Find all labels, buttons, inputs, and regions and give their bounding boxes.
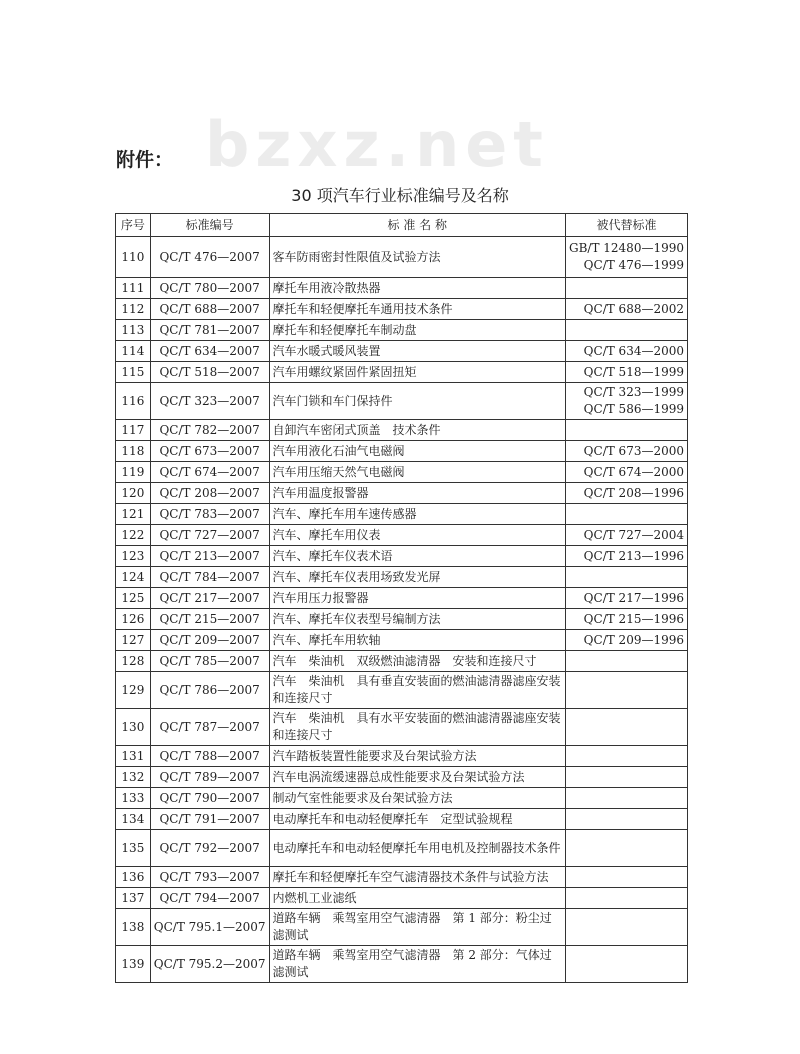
standard-name: 汽车用压缩天然气电磁阀 [269, 462, 565, 483]
row-number: 126 [116, 609, 151, 630]
header-code: 标准编号 [150, 214, 269, 237]
row-number: 113 [116, 320, 151, 341]
table-row [116, 651, 688, 672]
replaced-standards [566, 630, 688, 651]
table-row [116, 746, 688, 767]
standard-name: 摩托车用液冷散热器 [269, 278, 565, 299]
replaced-standards [566, 525, 688, 546]
header-name: 标 准 名 称 [269, 214, 565, 237]
standard-name: 电动摩托车和电动轻便摩托车 定型试验规程 [269, 809, 565, 830]
replaced-standards [566, 588, 688, 609]
replaced-standards [566, 651, 688, 672]
replaced-standards [566, 567, 688, 588]
table-row [116, 588, 688, 609]
row-number: 133 [116, 788, 151, 809]
standard-code: QC/T 788—2007 [150, 746, 269, 767]
row-number: 122 [116, 525, 151, 546]
standard-code: QC/T 793—2007 [150, 867, 269, 888]
replaced-standards [566, 237, 688, 278]
standard-code: QC/T 789—2007 [150, 767, 269, 788]
standard-code: QC/T 323—2007 [150, 383, 269, 420]
standard-code: QC/T 781—2007 [150, 320, 269, 341]
standard-code: QC/T 792—2007 [150, 830, 269, 867]
standard-code: QC/T 784—2007 [150, 567, 269, 588]
row-number: 112 [116, 299, 151, 320]
replaced-standard: QC/T 215—1996 [583, 611, 684, 626]
replaced-standards [566, 746, 688, 767]
standard-code: QC/T 790—2007 [150, 788, 269, 809]
table-row [116, 830, 688, 867]
table-row [116, 788, 688, 809]
replaced-standards [566, 341, 688, 362]
standard-name: 电动摩托车和电动轻便摩托车用电机及控制器技术条件 [269, 830, 565, 867]
row-number: 128 [116, 651, 151, 672]
table-row [116, 525, 688, 546]
replaced-standards [566, 788, 688, 809]
table-row [116, 546, 688, 567]
standard-code: QC/T 213—2007 [150, 546, 269, 567]
standard-name: 汽车踏板装置性能要求及台架试验方法 [269, 746, 565, 767]
table-row [116, 462, 688, 483]
table-row [116, 630, 688, 651]
standard-name: 汽车、摩托车用软轴 [269, 630, 565, 651]
standard-code: QC/T 217—2007 [150, 588, 269, 609]
standard-name: 汽车、摩托车用仪表 [269, 525, 565, 546]
standard-code: QC/T 215—2007 [150, 609, 269, 630]
header-no: 序号 [116, 214, 151, 237]
replaced-standard: QC/T 217—1996 [583, 590, 684, 605]
standard-name: 汽车 柴油机 双级燃油滤清器 安装和连接尺寸 [269, 651, 565, 672]
row-number: 134 [116, 809, 151, 830]
table-row [116, 299, 688, 320]
replaced-standards [566, 909, 688, 946]
replaced-standard: QC/T 727—2004 [583, 527, 684, 542]
standard-name: 汽车、摩托车仪表用场致发光屏 [269, 567, 565, 588]
standard-name: 汽车水暖式暖风装置 [269, 341, 565, 362]
standard-code: QC/T 795.1—2007 [150, 909, 269, 946]
standard-name: 汽车门锁和车门保持件 [269, 383, 565, 420]
standard-name: 汽车 柴油机 具有垂直安装面的燃油滤清器滤座安装和连接尺寸 [269, 672, 565, 709]
row-number: 139 [116, 946, 151, 983]
table-row [116, 767, 688, 788]
replaced-standards [566, 420, 688, 441]
table-row [116, 237, 688, 278]
row-number: 118 [116, 441, 151, 462]
standard-code: QC/T 208—2007 [150, 483, 269, 504]
replaced-standards [566, 709, 688, 746]
table-row [116, 441, 688, 462]
row-number: 116 [116, 383, 151, 420]
standard-name: 汽车电涡流缓速器总成性能要求及台架试验方法 [269, 767, 565, 788]
row-number: 125 [116, 588, 151, 609]
row-number: 131 [116, 746, 151, 767]
row-number: 119 [116, 462, 151, 483]
standard-name: 汽车用压力报警器 [269, 588, 565, 609]
table-row [116, 567, 688, 588]
table-header-row [116, 214, 688, 237]
standard-name: 摩托车和轻便摩托车制动盘 [269, 320, 565, 341]
standard-code: QC/T 209—2007 [150, 630, 269, 651]
replaced-standards [566, 767, 688, 788]
replaced-standards [566, 830, 688, 867]
document-title: 30 项汽车行业标准编号及名称 [291, 186, 509, 205]
standard-code: QC/T 634—2007 [150, 341, 269, 362]
standard-name: 汽车 柴油机 具有水平安装面的燃油滤清器滤座安装和连接尺寸 [269, 709, 565, 746]
row-number: 132 [116, 767, 151, 788]
standard-name: 汽车、摩托车仪表术语 [269, 546, 565, 567]
row-number: 135 [116, 830, 151, 867]
table-row [116, 709, 688, 746]
replaced-standards [566, 504, 688, 525]
row-number: 120 [116, 483, 151, 504]
standard-name: 汽车用温度报警器 [269, 483, 565, 504]
replaced-standards [566, 320, 688, 341]
replaced-standard: QC/T 518—1999 [583, 364, 684, 379]
standard-name: 汽车用螺纹紧固件紧固扭矩 [269, 362, 565, 383]
replaced-standards [566, 483, 688, 504]
standard-code: QC/T 476—2007 [150, 237, 269, 278]
table-row [116, 809, 688, 830]
replaced-standard: QC/T 476—1999 [583, 258, 684, 272]
row-number: 124 [116, 567, 151, 588]
header-replaced: 被代替标准 [566, 214, 688, 237]
replaced-standard: QC/T 323—1999 [583, 385, 684, 399]
replaced-standard: QC/T 213—1996 [583, 548, 684, 563]
row-number: 123 [116, 546, 151, 567]
replaced-standard: QC/T 586—1999 [583, 402, 684, 416]
replaced-standards [566, 946, 688, 983]
attachment-label: 附件： [116, 149, 174, 171]
table-row [116, 946, 688, 983]
standard-code: QC/T 727—2007 [150, 525, 269, 546]
replaced-standards [566, 462, 688, 483]
replaced-standards [566, 383, 688, 420]
row-number: 130 [116, 709, 151, 746]
table-row [116, 278, 688, 299]
replaced-standard: QC/T 208—1996 [583, 485, 684, 500]
row-number: 127 [116, 630, 151, 651]
replaced-standard: QC/T 688—2002 [583, 301, 684, 316]
table-row [116, 383, 688, 420]
standard-name: 道路车辆 乘驾室用空气滤清器 第 2 部分：气体过滤测试 [269, 946, 565, 983]
standard-name: 汽车、摩托车仪表型号编制方法 [269, 609, 565, 630]
table-row [116, 888, 688, 909]
standard-name: 内燃机工业滤纸 [269, 888, 565, 909]
replaced-standard: GB/T 12480—1990 [569, 241, 684, 255]
table-row [116, 504, 688, 525]
table-row [116, 483, 688, 504]
replaced-standards [566, 609, 688, 630]
table-row [116, 609, 688, 630]
standard-code: QC/T 785—2007 [150, 651, 269, 672]
table-row [116, 362, 688, 383]
standard-name: 汽车用液化石油气电磁阀 [269, 441, 565, 462]
replaced-standards [566, 299, 688, 320]
row-number: 110 [116, 237, 151, 278]
replaced-standards [566, 546, 688, 567]
watermark: bzxz.net [205, 108, 549, 181]
row-number: 138 [116, 909, 151, 946]
replaced-standards [566, 867, 688, 888]
standard-code: QC/T 794—2007 [150, 888, 269, 909]
standards-table [115, 213, 688, 983]
standard-code: QC/T 783—2007 [150, 504, 269, 525]
table-row [116, 867, 688, 888]
table-row [116, 320, 688, 341]
row-number: 136 [116, 867, 151, 888]
standard-code: QC/T 780—2007 [150, 278, 269, 299]
standard-name: 自卸汽车密闭式顶盖 技术条件 [269, 420, 565, 441]
replaced-standards [566, 278, 688, 299]
standard-name: 摩托车和轻便摩托车空气滤清器技术条件与试验方法 [269, 867, 565, 888]
row-number: 114 [116, 341, 151, 362]
replaced-standards [566, 888, 688, 909]
replaced-standards [566, 809, 688, 830]
standard-code: QC/T 795.2—2007 [150, 946, 269, 983]
standard-code: QC/T 673—2007 [150, 441, 269, 462]
standard-code: QC/T 674—2007 [150, 462, 269, 483]
replaced-standards [566, 672, 688, 709]
row-number: 115 [116, 362, 151, 383]
standard-name: 客车防雨密封性限值及试验方法 [269, 237, 565, 278]
replaced-standard: QC/T 209—1996 [583, 632, 684, 647]
standard-code: QC/T 688—2007 [150, 299, 269, 320]
table-row [116, 341, 688, 362]
row-number: 111 [116, 278, 151, 299]
standard-code: QC/T 782—2007 [150, 420, 269, 441]
row-number: 117 [116, 420, 151, 441]
standard-code: QC/T 518—2007 [150, 362, 269, 383]
standard-name: 道路车辆 乘驾室用空气滤清器 第 1 部分：粉尘过滤测试 [269, 909, 565, 946]
standard-name: 汽车、摩托车用车速传感器 [269, 504, 565, 525]
row-number: 137 [116, 888, 151, 909]
replaced-standard: QC/T 673—2000 [583, 443, 684, 458]
standard-name: 制动气室性能要求及台架试验方法 [269, 788, 565, 809]
row-number: 129 [116, 672, 151, 709]
table-row [116, 672, 688, 709]
replaced-standards [566, 362, 688, 383]
standard-name: 摩托车和轻便摩托车通用技术条件 [269, 299, 565, 320]
table-row [116, 909, 688, 946]
row-number: 121 [116, 504, 151, 525]
table-row [116, 420, 688, 441]
standard-code: QC/T 787—2007 [150, 709, 269, 746]
replaced-standard: QC/T 674—2000 [583, 464, 684, 479]
standard-code: QC/T 791—2007 [150, 809, 269, 830]
replaced-standards [566, 441, 688, 462]
standard-code: QC/T 786—2007 [150, 672, 269, 709]
replaced-standard: QC/T 634—2000 [583, 343, 684, 358]
